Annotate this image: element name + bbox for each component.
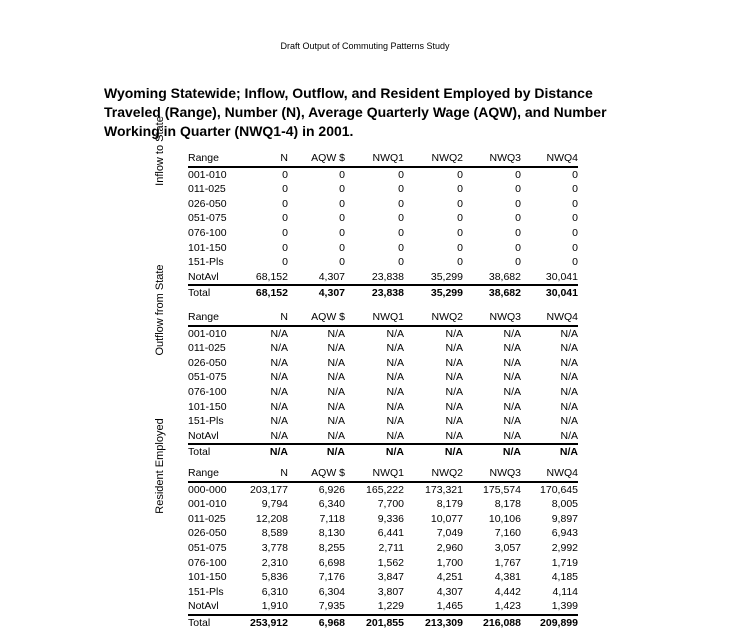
value-cell: N/A — [386, 371, 404, 384]
value-cell: N/A — [560, 385, 578, 398]
value-cell: N/A — [270, 385, 288, 398]
value-cell: N/A — [270, 400, 288, 413]
value-cell: 0 — [282, 256, 288, 269]
value-cell: 6,310 — [261, 585, 288, 598]
table-row — [188, 541, 578, 556]
range-cell: 026-050 — [188, 356, 227, 369]
value-cell: 0 — [515, 256, 521, 269]
value-cell: 1,423 — [494, 600, 521, 613]
total-cell: N/A — [345, 444, 404, 460]
range-cell: NotAvl — [188, 429, 219, 442]
value-cell: 3,778 — [261, 541, 288, 554]
table-row — [188, 512, 578, 527]
value-cell: 175,574 — [483, 483, 521, 496]
value-cell: N/A — [503, 429, 521, 442]
table-header-row — [188, 151, 578, 167]
table-row — [188, 197, 578, 212]
range-cell: 151-Pls — [188, 256, 224, 269]
value-cell: 1,562 — [377, 556, 404, 569]
column-header: NWQ2 — [404, 310, 463, 326]
value-cell: N/A — [327, 400, 345, 413]
column-header: Range — [188, 466, 246, 482]
total-cell: 209,899 — [521, 615, 578, 631]
table-row — [188, 526, 578, 541]
range-cell: 151-Pls — [188, 415, 224, 428]
total-label: Total — [188, 444, 246, 460]
value-cell: 8,178 — [494, 498, 521, 511]
value-cell: 0 — [572, 256, 578, 269]
value-cell: N/A — [327, 371, 345, 384]
total-cell: 216,088 — [463, 615, 521, 631]
value-cell: N/A — [386, 429, 404, 442]
total-cell: N/A — [463, 444, 521, 460]
value-cell: N/A — [327, 415, 345, 428]
total-cell: 38,682 — [463, 285, 521, 301]
value-cell: 0 — [572, 183, 578, 196]
column-header: NWQ1 — [345, 151, 404, 167]
table-row — [188, 570, 578, 585]
value-cell: 7,118 — [319, 512, 345, 525]
value-cell: 0 — [457, 212, 463, 225]
table-row — [188, 241, 578, 256]
value-cell: N/A — [560, 327, 578, 340]
value-cell: 9,794 — [261, 498, 288, 511]
value-cell: 6,340 — [318, 498, 345, 511]
value-cell: N/A — [386, 327, 404, 340]
value-cell: 0 — [572, 226, 578, 239]
value-cell: N/A — [270, 429, 288, 442]
value-cell: 0 — [457, 197, 463, 210]
value-cell: N/A — [560, 429, 578, 442]
value-cell: N/A — [270, 327, 288, 340]
table-row — [188, 482, 578, 498]
inflow-section — [150, 116, 610, 300]
table-row — [188, 270, 578, 286]
value-cell: 7,160 — [494, 527, 521, 540]
value-cell: 0 — [282, 212, 288, 225]
range-cell: 076-100 — [188, 556, 227, 569]
table-row — [188, 226, 578, 241]
total-cell: 253,912 — [246, 615, 288, 631]
value-cell: 0 — [339, 212, 345, 225]
value-cell: 203,177 — [250, 483, 288, 496]
value-cell: N/A — [327, 356, 345, 369]
column-header: AQW $ — [288, 310, 345, 326]
value-cell: 0 — [282, 183, 288, 196]
column-header: N — [246, 466, 288, 482]
column-header: NWQ2 — [404, 466, 463, 482]
data-table — [188, 310, 578, 460]
range-cell: 051-075 — [188, 212, 227, 225]
value-cell: 8,130 — [318, 527, 345, 540]
value-cell: N/A — [503, 385, 521, 398]
table-row — [188, 400, 578, 415]
column-header: NWQ1 — [345, 466, 404, 482]
table-row — [188, 356, 578, 371]
value-cell: 2,960 — [436, 541, 463, 554]
value-cell: 7,700 — [377, 498, 404, 511]
value-cell: 10,077 — [430, 512, 463, 525]
document-header: Draft Output of Commuting Patterns Study — [280, 41, 450, 51]
value-cell: N/A — [445, 342, 463, 355]
value-cell: 0 — [457, 256, 463, 269]
value-cell: 0 — [282, 197, 288, 210]
value-cell: N/A — [445, 371, 463, 384]
table-row — [188, 585, 578, 600]
table-row — [188, 255, 578, 270]
value-cell: N/A — [270, 371, 288, 384]
value-cell: 1,399 — [551, 600, 578, 613]
column-header: NWQ4 — [521, 466, 578, 482]
total-row — [188, 285, 578, 301]
value-cell: 170,645 — [540, 483, 578, 496]
value-cell: 0 — [282, 241, 288, 254]
value-cell: N/A — [270, 356, 288, 369]
range-cell: 001-010 — [188, 498, 227, 511]
value-cell: N/A — [560, 371, 578, 384]
value-cell: 6,926 — [318, 483, 345, 496]
value-cell: 6,943 — [551, 527, 578, 540]
value-cell: 4,307 — [318, 270, 345, 283]
column-header: AQW $ — [288, 151, 345, 167]
range-cell: 076-100 — [188, 226, 227, 239]
value-cell: 4,185 — [551, 571, 578, 584]
value-cell: N/A — [445, 429, 463, 442]
value-cell: 8,179 — [436, 498, 463, 511]
data-table — [188, 151, 578, 301]
section-label-text: Outflow from State — [154, 264, 166, 356]
total-cell: 201,855 — [345, 615, 404, 631]
value-cell: N/A — [327, 429, 345, 442]
table-row — [188, 429, 578, 445]
table-row — [188, 341, 578, 356]
column-header: NWQ3 — [463, 310, 521, 326]
total-label: Total — [188, 615, 246, 631]
column-header: N — [246, 151, 288, 167]
value-cell: 1,910 — [261, 600, 288, 613]
value-cell: 1,719 — [551, 556, 578, 569]
value-cell: N/A — [445, 385, 463, 398]
value-cell: 68,152 — [255, 270, 288, 283]
total-row — [188, 444, 578, 460]
value-cell: 0 — [398, 168, 404, 181]
total-cell: 6,968 — [288, 615, 345, 631]
column-header: NWQ4 — [521, 151, 578, 167]
range-cell: 076-100 — [188, 385, 227, 398]
value-cell: N/A — [327, 327, 345, 340]
range-cell: 101-150 — [188, 241, 227, 254]
value-cell: N/A — [560, 400, 578, 413]
value-cell: 0 — [457, 226, 463, 239]
value-cell: 10,106 — [488, 512, 521, 525]
value-cell: N/A — [386, 342, 404, 355]
value-cell: 6,441 — [377, 527, 404, 540]
value-cell: N/A — [503, 415, 521, 428]
data-table — [188, 466, 578, 631]
column-header: AQW $ — [288, 466, 345, 482]
value-cell: 6,304 — [318, 585, 345, 598]
value-cell: 0 — [398, 183, 404, 196]
range-cell: 001-010 — [188, 327, 227, 340]
value-cell: 0 — [398, 197, 404, 210]
value-cell: 6,698 — [318, 556, 345, 569]
value-cell: 0 — [515, 241, 521, 254]
column-header: NWQ3 — [463, 151, 521, 167]
column-header: Range — [188, 151, 246, 167]
value-cell: 4,307 — [436, 585, 463, 598]
value-cell: 2,310 — [261, 556, 288, 569]
table-row — [188, 497, 578, 512]
total-cell: 23,838 — [345, 285, 404, 301]
value-cell: 9,336 — [377, 512, 404, 525]
range-cell: 011-025 — [188, 183, 226, 196]
range-cell: 001-010 — [188, 168, 227, 181]
range-cell: 151-Pls — [188, 585, 224, 598]
value-cell: 4,442 — [494, 585, 521, 598]
range-cell: NotAvl — [188, 600, 219, 613]
value-cell: 0 — [572, 241, 578, 254]
value-cell: N/A — [445, 327, 463, 340]
value-cell: N/A — [270, 415, 288, 428]
total-cell: N/A — [404, 444, 463, 460]
value-cell: 0 — [339, 183, 345, 196]
table-row — [188, 326, 578, 342]
value-cell: 1,767 — [494, 556, 521, 569]
table-row — [188, 414, 578, 429]
column-header: N — [246, 310, 288, 326]
value-cell: 0 — [339, 241, 345, 254]
value-cell: 0 — [339, 256, 345, 269]
value-cell: 8,255 — [318, 541, 345, 554]
value-cell: N/A — [386, 385, 404, 398]
value-cell: N/A — [560, 356, 578, 369]
range-cell: NotAvl — [188, 270, 219, 283]
column-header: Range — [188, 310, 246, 326]
value-cell: N/A — [327, 385, 345, 398]
range-cell: 101-150 — [188, 400, 227, 413]
value-cell: N/A — [503, 356, 521, 369]
column-header: NWQ2 — [404, 151, 463, 167]
value-cell: N/A — [386, 356, 404, 369]
value-cell: 0 — [282, 168, 288, 181]
value-cell: 7,176 — [318, 571, 345, 584]
range-cell: 026-050 — [188, 527, 227, 540]
total-label: Total — [188, 285, 246, 301]
value-cell: 2,992 — [551, 541, 578, 554]
section-label-text: Inflow to State — [154, 116, 166, 186]
value-cell: 4,381 — [494, 571, 521, 584]
range-cell: 051-075 — [188, 371, 227, 384]
value-cell: 8,005 — [551, 498, 578, 511]
value-cell: 0 — [398, 256, 404, 269]
value-cell: 0 — [572, 212, 578, 225]
value-cell: 23,838 — [371, 270, 404, 283]
value-cell: N/A — [270, 342, 288, 355]
column-header: NWQ1 — [345, 310, 404, 326]
range-cell: 011-025 — [188, 342, 226, 355]
value-cell: 0 — [457, 183, 463, 196]
value-cell: N/A — [386, 400, 404, 413]
value-cell: 0 — [282, 226, 288, 239]
value-cell: 0 — [398, 226, 404, 239]
total-row — [188, 615, 578, 631]
value-cell: 0 — [398, 241, 404, 254]
value-cell: 0 — [339, 197, 345, 210]
value-cell: 3,057 — [494, 541, 521, 554]
total-cell: 213,309 — [404, 615, 463, 631]
value-cell: 1,700 — [436, 556, 463, 569]
value-cell: N/A — [560, 342, 578, 355]
value-cell: N/A — [503, 327, 521, 340]
table-header-row — [188, 466, 578, 482]
value-cell: 7,049 — [436, 527, 463, 540]
range-cell: 011-025 — [188, 512, 226, 525]
total-cell: N/A — [288, 444, 345, 460]
value-cell: 0 — [339, 226, 345, 239]
value-cell: 0 — [515, 212, 521, 225]
value-cell: N/A — [327, 342, 345, 355]
value-cell: N/A — [560, 415, 578, 428]
range-cell: 000-000 — [188, 483, 227, 496]
value-cell: N/A — [445, 400, 463, 413]
value-cell: 173,321 — [425, 483, 463, 496]
value-cell: 0 — [572, 197, 578, 210]
value-cell: 165,222 — [366, 483, 404, 496]
value-cell: N/A — [386, 415, 404, 428]
total-cell: 35,299 — [404, 285, 463, 301]
column-header: NWQ3 — [463, 466, 521, 482]
column-header: NWQ4 — [521, 310, 578, 326]
value-cell: 4,114 — [552, 585, 578, 598]
value-cell: 35,299 — [430, 270, 463, 283]
total-cell: 4,307 — [288, 285, 345, 301]
table-row — [188, 370, 578, 385]
table-row — [188, 182, 578, 197]
value-cell: 9,897 — [551, 512, 578, 525]
value-cell: 3,847 — [377, 571, 404, 584]
value-cell: 0 — [572, 168, 578, 181]
value-cell: 12,208 — [255, 512, 288, 525]
resident-employed-section — [150, 418, 610, 629]
value-cell: 30,041 — [545, 270, 578, 283]
value-cell: 0 — [515, 197, 521, 210]
value-cell: 7,935 — [318, 600, 345, 613]
report-title: Wyoming Statewide; Inflow, Outflow, and Resident Employed by Distance Traveled (Range), Number (N), Average Quarterly Wage (AQW), and Number Working in Quarter (NWQ1-4) in 2001. — [104, 85, 607, 139]
value-cell: 0 — [515, 226, 521, 239]
value-cell: N/A — [445, 356, 463, 369]
range-cell: 101-150 — [188, 571, 227, 584]
table-row — [188, 599, 578, 615]
value-cell: 0 — [457, 168, 463, 181]
value-cell: N/A — [503, 342, 521, 355]
total-cell: N/A — [246, 444, 288, 460]
value-cell: N/A — [503, 400, 521, 413]
value-cell: 3,807 — [377, 585, 404, 598]
table-row — [188, 167, 578, 183]
value-cell: 0 — [515, 183, 521, 196]
value-cell: 8,589 — [261, 527, 288, 540]
range-cell: 051-075 — [188, 541, 227, 554]
value-cell: 0 — [515, 168, 521, 181]
value-cell: 5,836 — [261, 571, 288, 584]
total-cell: 30,041 — [521, 285, 578, 301]
value-cell: 1,229 — [377, 600, 404, 613]
value-cell: 38,682 — [488, 270, 521, 283]
value-cell: 0 — [398, 212, 404, 225]
table-row — [188, 385, 578, 400]
value-cell: 4,251 — [436, 571, 463, 584]
section-label-text: Resident Employed — [154, 418, 166, 514]
table-row — [188, 211, 578, 226]
total-cell: N/A — [521, 444, 578, 460]
value-cell: N/A — [445, 415, 463, 428]
total-cell: 68,152 — [246, 285, 288, 301]
table-header-row — [188, 310, 578, 326]
value-cell: 0 — [457, 241, 463, 254]
range-cell: 026-050 — [188, 197, 227, 210]
value-cell: N/A — [503, 371, 521, 384]
table-row — [188, 556, 578, 571]
value-cell: 1,465 — [436, 600, 463, 613]
value-cell: 0 — [339, 168, 345, 181]
value-cell: 2,711 — [378, 541, 404, 554]
